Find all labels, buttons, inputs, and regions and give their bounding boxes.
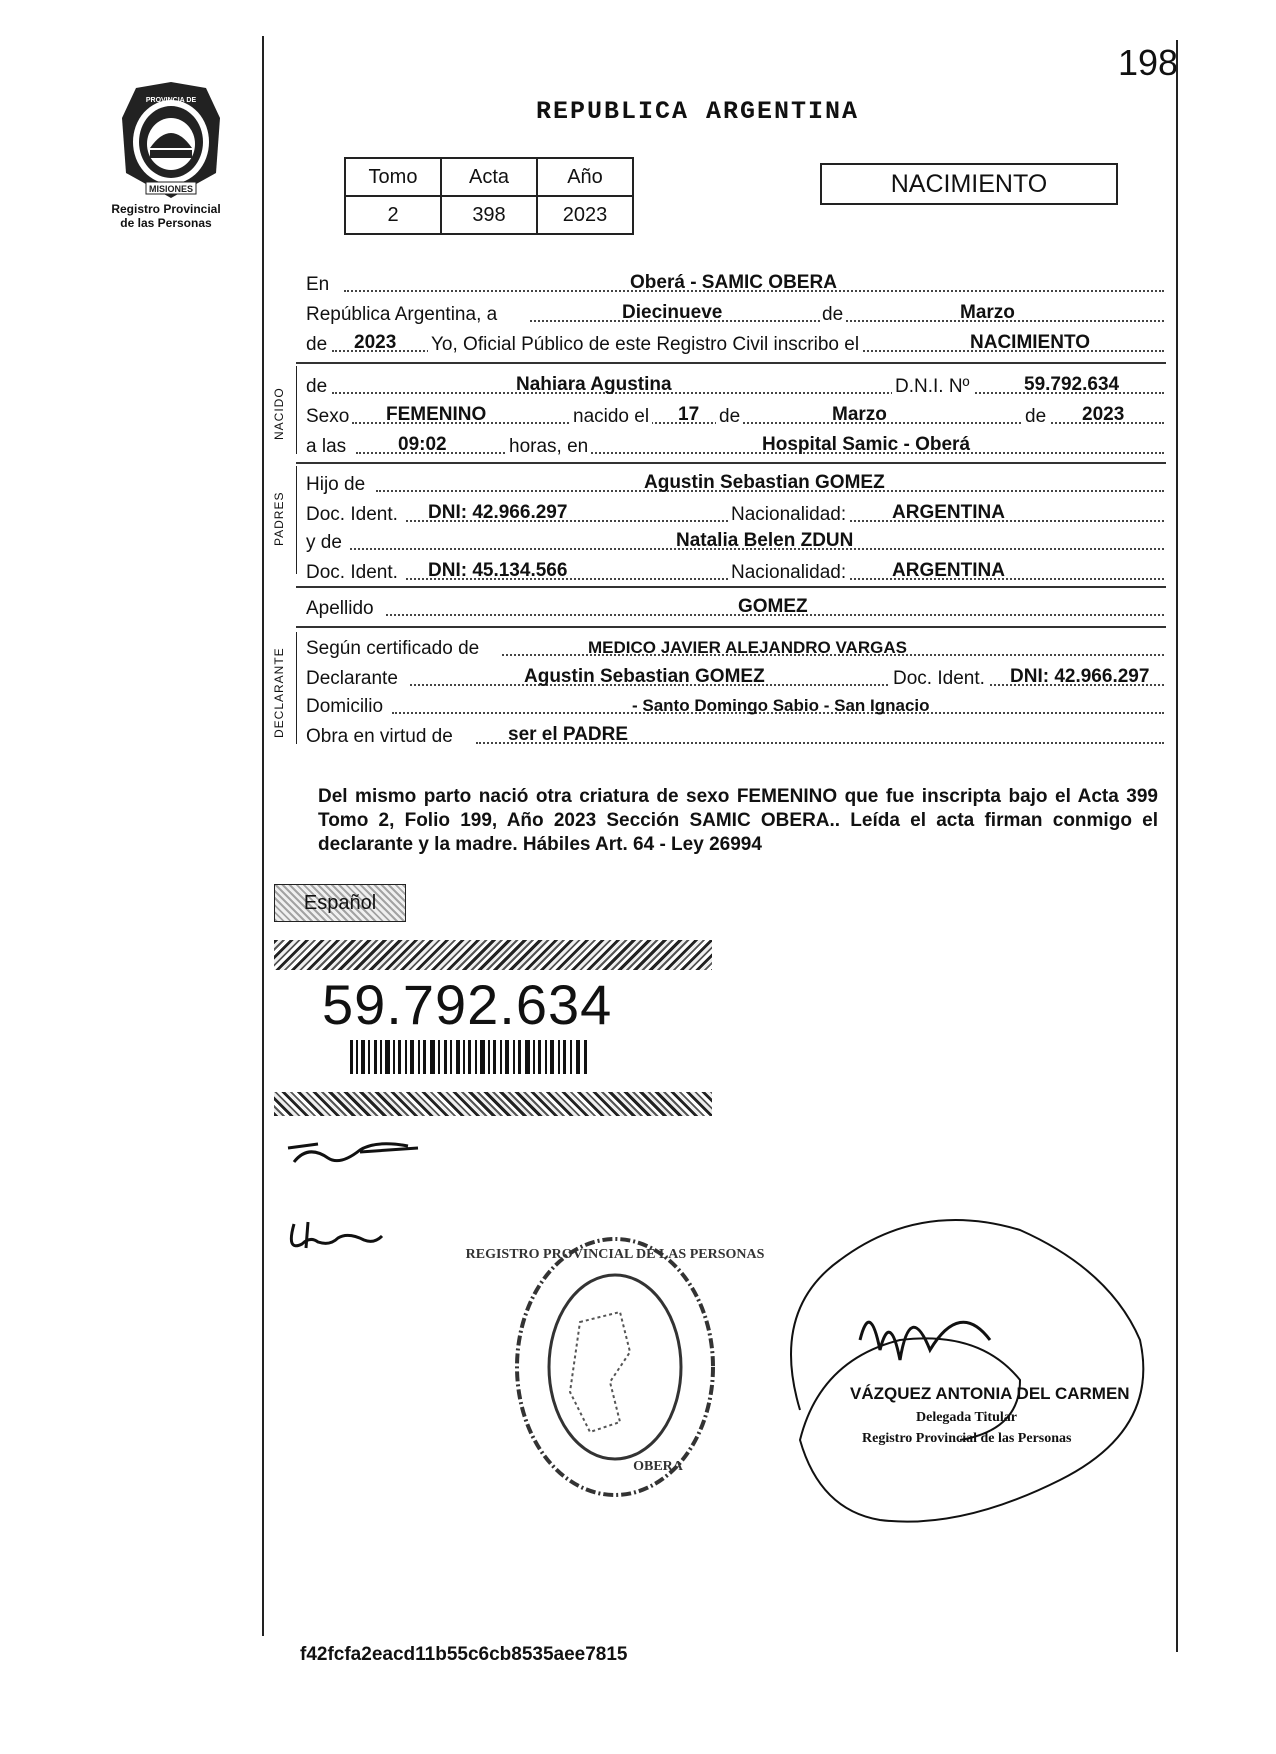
apellido-value: GOMEZ <box>738 596 808 617</box>
obra-value: ser el PADRE <box>508 724 629 745</box>
nacido-band: NACIDO <box>272 387 286 440</box>
declarante-band: DECLARANTE <box>272 647 286 738</box>
handwritten-signature-declarante <box>268 1136 428 1176</box>
row-sexo: Sexo FEMENINO nacido el 17 de Marzo de 2023 <box>306 402 1164 430</box>
row-republica: República Argentina, a Diecinueve de Marzo <box>306 300 1164 328</box>
mother-nationality: ARGENTINA <box>892 560 1005 581</box>
divider <box>296 626 1166 628</box>
acta-value: 398 <box>441 196 537 234</box>
stamp-bottom-text: OBERA <box>633 1459 683 1474</box>
padres-band: PADRES <box>272 491 286 546</box>
inscribo-value: NACIMIENTO <box>970 332 1090 353</box>
anio-value: 2023 <box>537 196 633 234</box>
row-yo: de 2023 Yo, Oficial Público de este Registro Civil inscribo el NACIMIENTO <box>306 330 1164 358</box>
birth-place: Hospital Samic - Oberá <box>762 434 971 455</box>
birth-day: 17 <box>678 404 700 425</box>
declarante-doc: DNI: 42.966.297 <box>1010 666 1150 687</box>
row-hijo: Hijo de Agustin Sebastian GOMEZ <box>306 470 1164 498</box>
month-value: Marzo <box>960 302 1015 323</box>
domicilio-value: - Santo Domingo Sabio - San Ignacio <box>632 696 930 715</box>
row-declarante: Declarante Agustin Sebastian GOMEZ Doc. Ident. DNI: 42.966.297 <box>306 664 1164 692</box>
declarante-value: Agustin Sebastian GOMEZ <box>524 666 765 687</box>
day-value: Diecinueve <box>622 302 723 323</box>
birth-year: 2023 <box>1082 404 1125 425</box>
sexo-value: FEMENINO <box>386 404 487 425</box>
page-number: 198 <box>1118 42 1179 83</box>
father-nationality: ARGENTINA <box>892 502 1005 523</box>
divider <box>296 586 1166 588</box>
record-type-box: NACIMIENTO <box>820 163 1118 205</box>
stamp-top-text: REGISTRO PROVINCIAL DE LAS PERSONAS <box>465 1247 765 1262</box>
en-value: Oberá - SAMIC OBERA <box>630 272 837 293</box>
sticker-band-bottom <box>274 1092 712 1116</box>
father-doc: DNI: 42.966.297 <box>428 502 568 523</box>
row-yde: y de Natalia Belen ZDUN <box>306 528 1164 556</box>
right-margin-line <box>1176 40 1178 1652</box>
province-seal-logo <box>116 78 226 203</box>
official-round-stamp <box>465 1232 765 1502</box>
mother-name: Natalia Belen ZDUN <box>676 530 854 551</box>
divider <box>296 462 1166 464</box>
row-doc1: Doc. Ident. DNI: 42.966.297 Nacionalidad: ARGENTINA <box>306 500 1164 528</box>
certificado-value: MEDICO JAVIER ALEJANDRO VARGAS <box>588 638 907 657</box>
logo-top-text: PROVINCIA DE <box>145 97 197 104</box>
official-organization: Registro Provincial de las Personas <box>862 1431 1072 1446</box>
left-margin-line <box>262 36 264 1636</box>
birth-month: Marzo <box>832 404 887 425</box>
official-role: Delegada Titular <box>916 1410 1017 1425</box>
handwritten-signature-mother <box>272 1214 412 1258</box>
father-name: Agustin Sebastian GOMEZ <box>644 472 885 493</box>
reference-table <box>344 157 634 235</box>
barcode-icon <box>350 1040 590 1074</box>
child-name: Nahiara Agustina <box>516 374 672 395</box>
tomo-value: 2 <box>345 196 441 234</box>
acta-header: Acta <box>441 158 537 196</box>
document-hash: f42fcfa2eacd11b55c6cb8535aee7815 <box>300 1644 628 1665</box>
child-dni: 59.792.634 <box>1024 374 1120 395</box>
row-domicilio: Domicilio - Santo Domingo Sabio - San Ignacio <box>306 692 1164 720</box>
mother-doc: DNI: 45.134.566 <box>428 560 568 581</box>
tomo-header: Tomo <box>345 158 441 196</box>
row-certificado: Según certificado de MEDICO JAVIER ALEJANDRO VARGAS <box>306 634 1164 662</box>
row-en: En Oberá - SAMIC OBERA <box>306 270 1164 298</box>
document-title: REPUBLICA ARGENTINA <box>536 97 860 126</box>
row-alas: a las 09:02 horas, en Hospital Samic - Oberá <box>306 432 1164 460</box>
anio-header: Año <box>537 158 633 196</box>
registry-label: Registro Provincial de las Personas <box>111 202 221 230</box>
row-obra: Obra en virtud de ser el PADRE <box>306 722 1164 750</box>
row-apellido: Apellido GOMEZ <box>306 594 1164 622</box>
row-nacido-name: de Nahiara Agustina D.N.I. Nº 59.792.634 <box>306 372 1164 400</box>
official-name: VÁZQUEZ ANTONIA DEL CARMEN <box>850 1384 1130 1403</box>
registration-note: Del mismo parto nació otra criatura de sexo FEMENINO que fue inscripta bajo el Acta 399 Tomo 2, Folio 199, Año 2023 Sección SAMIC OBERA.. Leída el acta firman conmigo el declarante y la madre. Hábiles Art. 64 - Ley 26994 <box>318 786 1158 855</box>
sticker-band-top <box>274 940 712 970</box>
divider <box>296 362 1166 364</box>
official-signature <box>760 1190 1160 1550</box>
year-value: 2023 <box>354 332 397 353</box>
row-doc2: Doc. Ident. DNI: 45.134.566 Nacionalidad: ARGENTINA <box>306 558 1164 586</box>
logo-bottom-text: MISIONES <box>148 184 194 194</box>
birth-time: 09:02 <box>398 434 447 455</box>
dni-sticker-number: 59.792.634 <box>322 973 613 1036</box>
id-sticker-header: Español <box>274 884 406 922</box>
